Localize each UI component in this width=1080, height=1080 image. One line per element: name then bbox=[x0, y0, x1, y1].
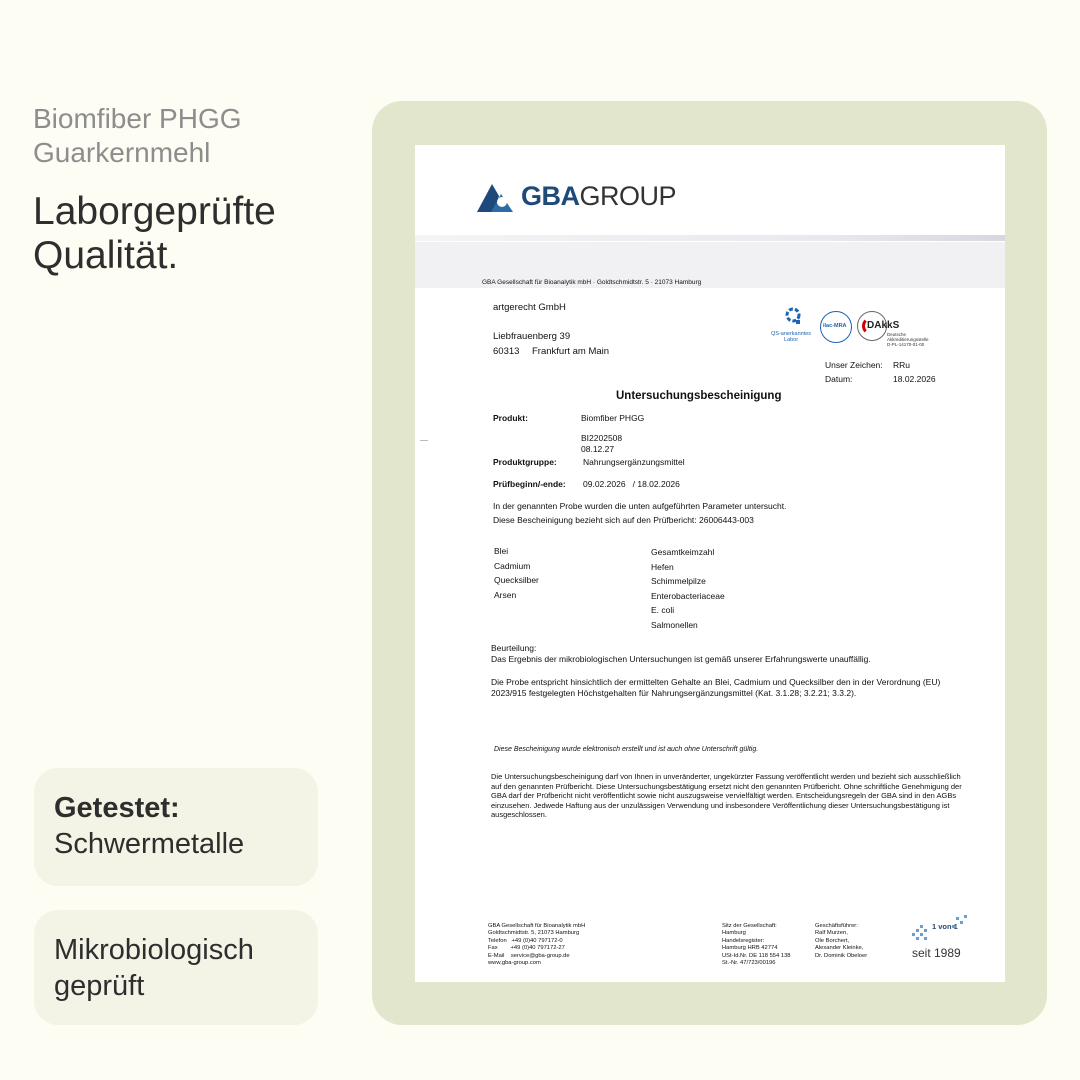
intro-line2: Diese Bescheinigung bezieht sich auf den Prüfbericht: 26006443-003 bbox=[493, 515, 754, 525]
footer-company-line: www.gba-group.com bbox=[488, 960, 541, 967]
expiry-date: 08.12.27 bbox=[581, 444, 615, 454]
headline-line2: Qualität. bbox=[33, 234, 179, 277]
product-name-line2: Guarkernmehl bbox=[33, 137, 211, 168]
footer-management bbox=[815, 923, 867, 960]
gruppe-value: Nahrungsergänzungsmittel bbox=[583, 457, 685, 467]
verordnung-text: Die Probe entspricht hinsichtlich der ermittelten Gehalte an Blei, Cadmium und Quecksilber den in der Verordnung (EU) 2023/915 festgelegten Höchstgehalten für Nahrungsergänzungsmittel (Kat. 3.1.28; 3.2.21; 3.3.2). bbox=[491, 677, 941, 698]
footer-management-line: Ole Borchert, bbox=[815, 937, 850, 944]
recipient-name: artgerecht GmbH bbox=[493, 302, 566, 313]
reference-label: Unser Zeichen: bbox=[825, 360, 883, 370]
one-of-one-badge-icon bbox=[912, 915, 968, 947]
footer-company-line: GBA Gesellschaft für Bioanalytik mbH bbox=[488, 923, 586, 929]
qs-label bbox=[771, 331, 811, 343]
badge-heavy-metals bbox=[34, 768, 318, 886]
footer-company-line: Telefon +49 (0)40 797172-0 bbox=[488, 937, 563, 944]
gba-logo bbox=[477, 181, 676, 212]
badge-microbiology bbox=[34, 910, 318, 1025]
logo-text-gba: GBA bbox=[521, 181, 580, 211]
param-right: E. coli bbox=[651, 605, 675, 615]
header-divider bbox=[415, 235, 1005, 241]
logo-text-group: GROUP bbox=[579, 181, 677, 211]
dakks-text: DAkkS bbox=[867, 320, 900, 331]
qs-label-line2: Labor bbox=[783, 337, 799, 343]
badge-heavy-metals-label: Getestet: bbox=[54, 792, 180, 824]
produkt-value: Biomfiber PHGG bbox=[581, 413, 645, 423]
qs-logo-icon bbox=[785, 307, 801, 327]
qs-label-line1: QS-anerkanntes bbox=[771, 331, 812, 337]
one-of-one-text: 1 von 1 bbox=[932, 922, 958, 931]
footer-company-line: E-Mail service@gba-group.de bbox=[488, 952, 570, 959]
param-right: Enterobacteriaceae bbox=[651, 591, 725, 601]
date-label: Datum: bbox=[825, 374, 853, 384]
footer-management-line: Alexander Kleinke, bbox=[815, 945, 864, 952]
param-right: Gesamtkeimzahl bbox=[651, 547, 715, 557]
certificate-title: Untersuchungsbescheinigung bbox=[616, 390, 782, 402]
footer-registry-line: St.-Nr. 47/723/00196 bbox=[722, 960, 776, 967]
disclaimer: Die Untersuchungsbescheinigung darf von Ihnen in unveränderter, ungekürzter Fassung veröffentlicht werden und bezieht sich ausschließlich auf den genannten Prüfbericht. Diese Untersuchungsbestätigung ersetzt nicht den genannten Prüfbericht. Ohne schriftliche Genehmigung der GBA darf der Prüfbericht nicht veröffentlicht sowie nicht auszugsweise vervielfältigt werden. Entscheidungsregeln der GBA sind in den AGBs einzusehen. Jedwede Haftung aus der unzulässigen Verwendung und insbesondere Veröffentlichung dieser Untersuchungsbestätigung ist ausgeschlossen. bbox=[491, 772, 962, 819]
pruef-value: 09.02.2026 / 18.02.2026 bbox=[583, 479, 680, 489]
footer-registry bbox=[722, 923, 791, 967]
batch-number: BI2202508 bbox=[581, 433, 623, 443]
recipient-zip: 60313 bbox=[493, 346, 520, 357]
reference-value: RRu bbox=[893, 360, 911, 370]
product-name bbox=[33, 102, 242, 170]
since-1989-text: seit 1989 bbox=[912, 946, 961, 960]
footer-registry-line: Sitz der Gesellschaft: bbox=[722, 923, 777, 929]
electronic-note: Diese Bescheinigung wurde elektronisch erstellt und ist auch ohne Unterschrift gültig. bbox=[494, 746, 759, 753]
footer-company-line: Fax +49 (0)40 797172-27 bbox=[488, 945, 565, 952]
footer-management-line: Ralf Murzen, bbox=[815, 930, 848, 937]
footer-registry-line: Handelsregister: bbox=[722, 937, 765, 944]
param-right: Hefen bbox=[651, 562, 674, 572]
param-left: Arsen bbox=[494, 590, 517, 600]
param-right: Salmonellen bbox=[651, 620, 698, 630]
param-left: Blei bbox=[494, 546, 509, 556]
footer-company-line: Goldtschmidtstr. 5, 21073 Hamburg bbox=[488, 930, 580, 937]
dakks-sub-line2: Akkreditierungsstelle bbox=[887, 337, 929, 342]
produkt-label: Produkt: bbox=[493, 413, 528, 423]
footer-registry-line: Hamburg bbox=[722, 930, 746, 937]
headline bbox=[33, 190, 276, 278]
ilac-logo bbox=[820, 311, 852, 343]
beurteilung-label: Beurteilung: bbox=[491, 643, 537, 653]
margin-mark bbox=[420, 440, 428, 441]
date-value: 18.02.2026 bbox=[893, 374, 936, 384]
headline-line1: Laborgeprüfte bbox=[33, 190, 276, 233]
product-name-line1: Biomfiber PHGG bbox=[33, 103, 242, 134]
pruef-label: Prüfbeginn/-ende: bbox=[493, 479, 566, 489]
dakks-sub bbox=[887, 332, 929, 347]
recipient-city: Frankfurt am Main bbox=[532, 346, 610, 357]
footer-registry-line: USt-Id.Nr. DE 118 554 138 bbox=[722, 952, 791, 959]
footer-registry-line: Hamburg HRB 42774 bbox=[722, 945, 778, 952]
gba-mountain-icon bbox=[477, 182, 515, 212]
param-left: Quecksilber bbox=[494, 575, 539, 585]
gruppe-label: Produktgruppe: bbox=[493, 457, 557, 467]
badge-microbiology-line2: geprüft bbox=[54, 970, 145, 1002]
certificate-document bbox=[415, 145, 1005, 982]
sender-line: GBA Gesellschaft für Bioanalytik mbH · Goldtschmidtstr. 5 · 21073 Hamburg bbox=[482, 279, 702, 286]
param-right: Schimmelpilze bbox=[651, 576, 706, 586]
ilac-logo-text: ilac-MRA bbox=[823, 323, 847, 329]
footer-company bbox=[488, 923, 585, 967]
recipient-street: Liebfrauenberg 39 bbox=[493, 331, 571, 342]
dakks-sub-line1: Deutsche bbox=[887, 332, 907, 337]
badge-microbiology-line1: Mikrobiologisch bbox=[54, 934, 254, 966]
beurteilung-text: Das Ergebnis der mikrobiologischen Untersuchungen ist gemäß unserer Erfahrungswerte unauffällig. bbox=[491, 654, 871, 664]
footer-management-line: Dr. Dominik Obeloer bbox=[815, 952, 868, 959]
badge-heavy-metals-value: Schwermetalle bbox=[54, 828, 245, 860]
dakks-sub-line3: D-PL-14170-01-00 bbox=[887, 342, 925, 347]
intro-line1: In der genannten Probe wurden die unten aufgeführten Parameter untersucht. bbox=[493, 501, 787, 511]
param-left: Cadmium bbox=[494, 561, 531, 571]
footer-management-line: Geschäftsführer: bbox=[815, 923, 858, 929]
